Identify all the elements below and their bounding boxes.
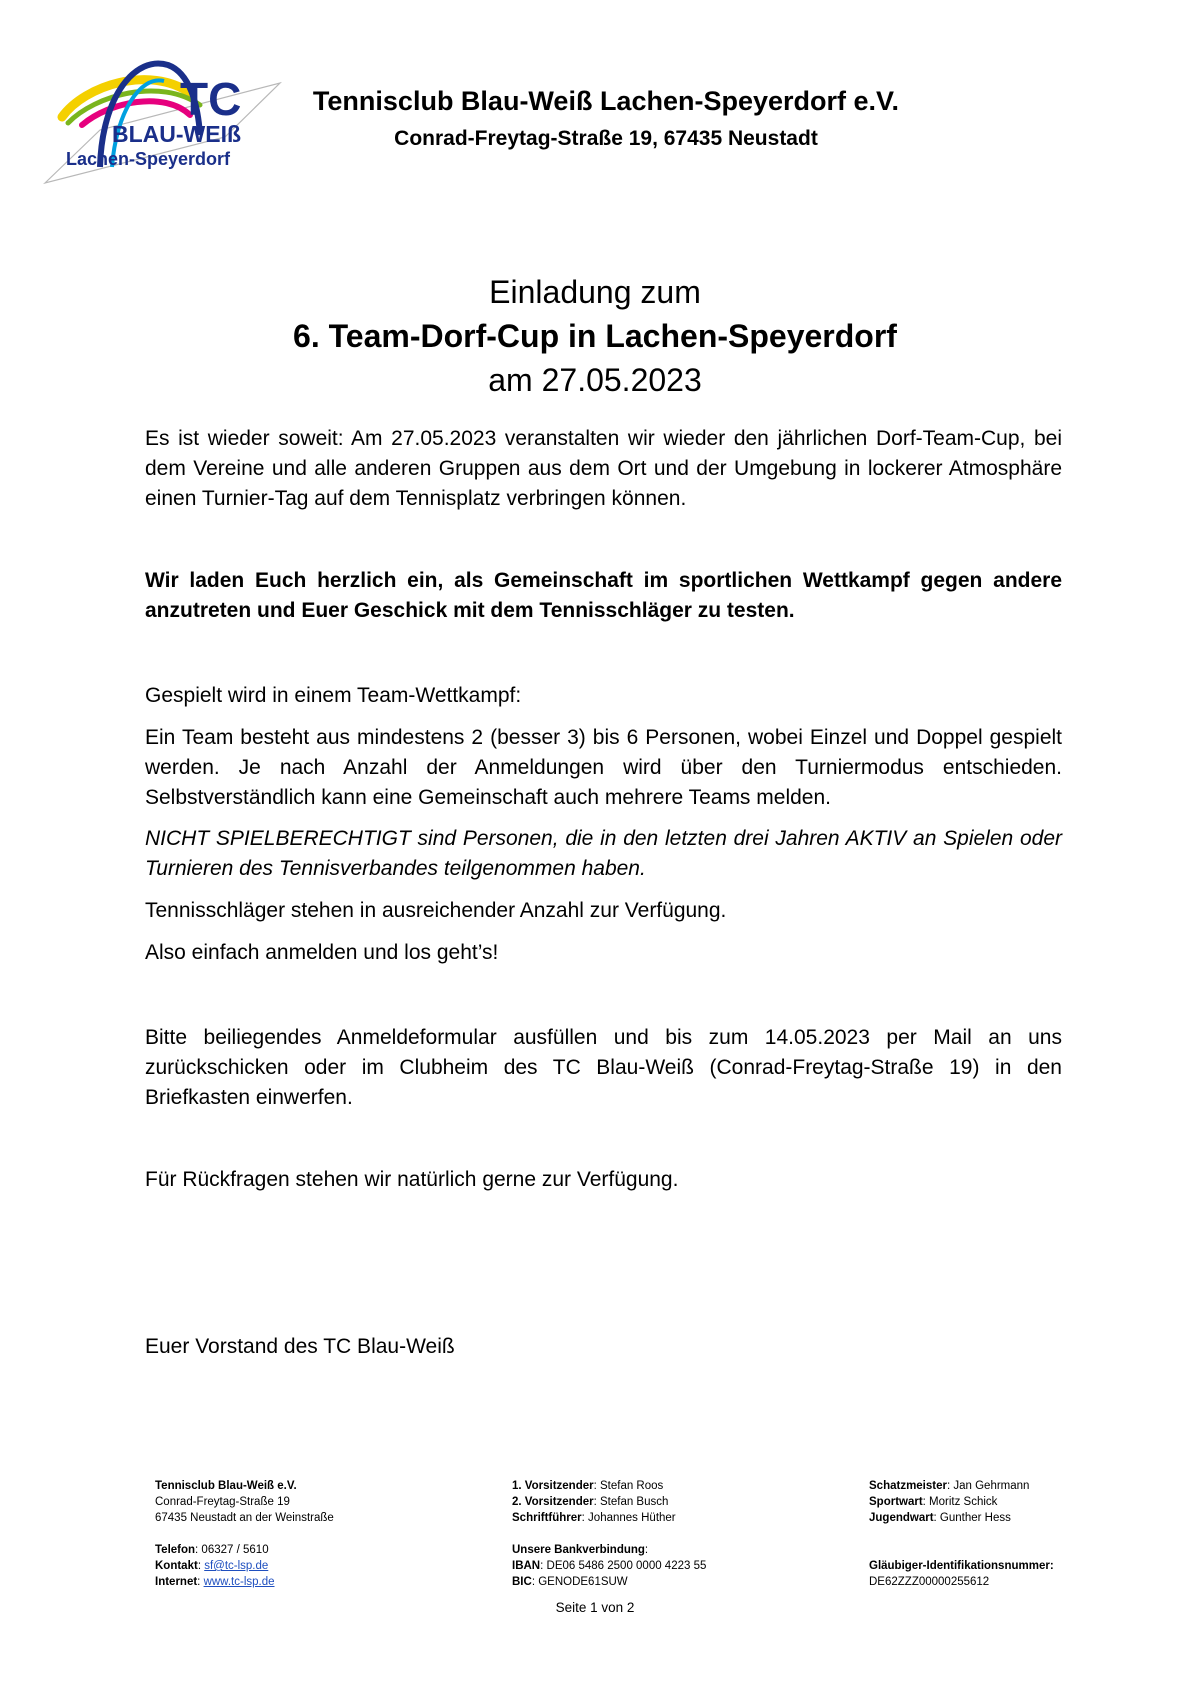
footer-creditor-label: Gläubiger-Identifikationsnummer:: [869, 1560, 1054, 1572]
footer-board-bank-info: [512, 1478, 706, 1590]
paragraph-signup: Also einfach anmelden und los geht’s!: [145, 941, 499, 964]
logo-text-place: Lachen-Speyerdorf: [66, 149, 231, 169]
footer-treasurer: : Jan Gehrmann: [946, 1480, 1030, 1492]
footer-internet-label: Internet: [155, 1576, 198, 1588]
footer-club-name: Tennisclub Blau-Weiß e.V.: [155, 1480, 297, 1492]
paragraph-rackets: Tennisschläger stehen in ausreichender Anzahl zur Verfügung.: [145, 899, 727, 922]
footer-club-info: [155, 1478, 334, 1590]
signature: Euer Vorstand des TC Blau-Weiß: [145, 1335, 455, 1358]
footer-creditor-id: DE62ZZZ00000255612: [869, 1576, 990, 1588]
club-name: Tennisclub Blau-Weiß Lachen-Speyerdorf e.V.: [312, 86, 900, 116]
page-number: Seite 1 von 2: [555, 1600, 635, 1615]
footer-internet-sep: :: [197, 1576, 204, 1588]
invitation-title: [0, 270, 1190, 402]
footer-secretary-label: Schriftführer: [512, 1512, 582, 1524]
club-logo: [40, 55, 285, 190]
footer-phone: : 06327 / 5610: [195, 1544, 269, 1556]
footer-phone-label: Telefon: [155, 1544, 196, 1556]
paragraph-team-rules: Ein Team besteht aus mindestens 2 (besser 3) bis 6 Personen, wobei Einzel und Doppel gespielt werden. Je nach Anzahl der Anmeldungen wird über den Turniermodus entschieden. Selbstverständlich kann eine Gemeinschaft auch mehrere Teams melden.: [145, 726, 1062, 809]
footer-contact-sep: :: [197, 1560, 205, 1572]
footer-bank-label: Unsere Bankverbindung: [512, 1544, 645, 1556]
paragraph-format-heading: Gespielt wird in einem Team-Wettkampf:: [145, 684, 522, 707]
footer-website-link[interactable]: www.tc-lsp.de: [203, 1576, 275, 1588]
club-address: Conrad-Freytag-Straße 19, 67435 Neustadt: [394, 127, 818, 150]
footer-bic-label: BIC: [512, 1576, 532, 1588]
footer-bic: : GENODE61SUW: [531, 1576, 628, 1588]
footer-iban-label: IBAN: [512, 1560, 541, 1572]
paragraph-questions: Für Rückfragen stehen wir natürlich gerne zur Verfügung.: [145, 1168, 679, 1191]
footer-secretary: : Johannes Hüther: [581, 1512, 676, 1524]
footer-sport: : Moritz Schick: [922, 1496, 998, 1508]
title-line-3: am 27.05.2023: [488, 362, 702, 398]
footer-street: Conrad-Freytag-Straße 19: [155, 1496, 290, 1508]
footer-chair1: : Stefan Roos: [593, 1480, 664, 1492]
footer-sport-label: Sportwart: [869, 1496, 923, 1508]
footer-officers-info: [869, 1478, 1054, 1590]
paragraph-eligibility: NICHT SPIELBERECHTIGT sind Personen, die in den letzten drei Jahren AKTIV an Spielen oder Turnieren des Tennisverbandes teilgenommen haben.: [145, 827, 1062, 880]
footer-youth: : Gunther Hess: [933, 1512, 1011, 1524]
footer-bank-sep: :: [644, 1544, 649, 1556]
logo-text-tc: TC: [180, 73, 242, 125]
title-line-2: 6. Team-Dorf-Cup in Lachen-Speyerdorf: [293, 318, 897, 354]
footer-contact-label: Kontakt: [155, 1560, 198, 1572]
paragraph-intro: Es ist wieder soweit: Am 27.05.2023 veranstalten wir wieder den jährlichen Dorf-Team-Cup, bei dem Vereine und alle anderen Gruppen aus dem Ort und der Umgebung in lockerer Atmosphäre einen Turnier-Tag auf dem Tennisplatz verbringen können.: [145, 427, 1062, 510]
footer-chair2: : Stefan Busch: [593, 1496, 669, 1508]
footer-contact-email-link[interactable]: sf@tc-lsp.de: [204, 1560, 269, 1572]
paragraph-registration: Bitte beiliegendes Anmeldeformular ausfüllen und bis zum 14.05.2023 per Mail an uns zurückschicken oder im Clubheim des TC Blau-Weiß (Conrad-Freytag-Straße 19) in den Briefkasten einwerfen.: [145, 1026, 1062, 1109]
footer-chair1-label: 1. Vorsitzender: [512, 1480, 594, 1492]
title-line-1: Einladung zum: [489, 274, 701, 310]
footer-city: 67435 Neustadt an der Weinstraße: [155, 1512, 334, 1524]
logo-text-blau-weiss: BLAU-WEIß: [112, 121, 242, 147]
footer-treasurer-label: Schatzmeister: [869, 1480, 947, 1492]
footer-youth-label: Jugendwart: [869, 1512, 934, 1524]
footer-chair2-label: 2. Vorsitzender: [512, 1496, 594, 1508]
paragraph-invitation: Wir laden Euch herzlich ein, als Gemeinschaft im sportlichen Wettkampf gegen andere anzutreten und Euer Geschick mit dem Tennisschläger zu testen.: [145, 569, 1062, 622]
footer-iban: : DE06 5486 2500 0000 4223 55: [540, 1560, 707, 1572]
